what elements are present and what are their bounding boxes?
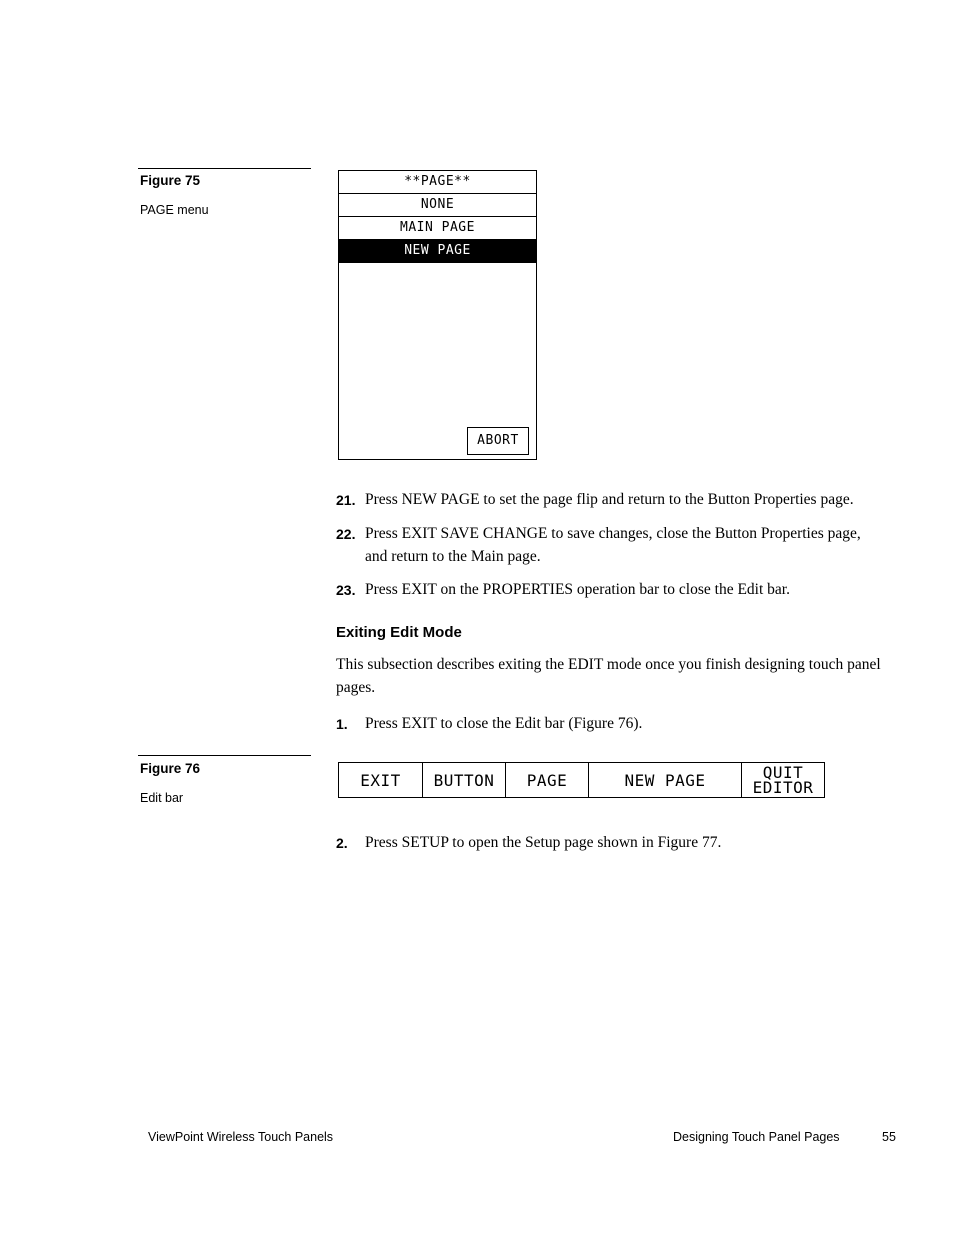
menu-item-main-page[interactable]: MAIN PAGE — [339, 217, 536, 240]
figure-75-caption: PAGE menu — [140, 203, 209, 217]
step-22 — [336, 523, 886, 568]
quit-editor-button[interactable] — [742, 763, 824, 797]
figure-75-number: Figure 75 — [140, 173, 201, 188]
footer-doc-title: ViewPoint Wireless Touch Panels — [148, 1130, 334, 1144]
edit-bar — [338, 762, 825, 798]
step-number: 1. — [336, 716, 348, 732]
step-1 — [336, 713, 886, 736]
page-menu-title: **PAGE** — [339, 171, 536, 194]
step-text: Press SETUP to open the Setup page shown in Figure 77. — [365, 834, 722, 851]
exit-button[interactable]: EXIT — [339, 763, 423, 797]
step-21 — [336, 489, 886, 512]
figure-76-rule — [138, 755, 311, 756]
step-2 — [336, 832, 886, 855]
step-number: 2. — [336, 835, 348, 851]
page-button[interactable]: PAGE — [506, 763, 589, 797]
footer-page-number: 55 — [882, 1130, 896, 1144]
menu-item-new-page[interactable]: NEW PAGE — [339, 240, 536, 263]
step-text: Press NEW PAGE to set the page flip and return to the Button Properties page. — [365, 491, 854, 508]
section-heading: Exiting Edit Mode — [336, 624, 462, 641]
menu-item-none[interactable]: NONE — [339, 194, 536, 217]
figure-76-caption: Edit bar — [140, 791, 184, 805]
figure-76-number: Figure 76 — [140, 761, 201, 776]
figure-75-rule — [138, 168, 311, 169]
quit-editor-line2: EDITOR — [752, 778, 814, 797]
abort-button[interactable]: ABORT — [467, 427, 529, 455]
step-text: Press EXIT on the PROPERTIES operation bar to close the Edit bar. — [365, 581, 790, 598]
footer-section: Designing Touch Panel Pages — [673, 1130, 840, 1144]
button-button[interactable]: BUTTON — [423, 763, 506, 797]
step-text: Press EXIT to close the Edit bar (Figure 76). — [365, 715, 643, 732]
step-number: 21. — [336, 492, 356, 508]
quit-editor-line1: QUIT — [762, 763, 804, 782]
step-number: 23. — [336, 582, 356, 598]
step-number: 22. — [336, 526, 356, 542]
section-intro: This subsection describes exiting the EDIT mode once you finish designing touch panel pages. — [336, 656, 881, 696]
step-23 — [336, 579, 886, 602]
step-text: Press EXIT SAVE CHANGE to save changes, close the Button Properties page, and return to the Main page. — [365, 525, 861, 565]
page-menu-panel — [338, 170, 537, 460]
new-page-button[interactable]: NEW PAGE — [589, 763, 742, 797]
